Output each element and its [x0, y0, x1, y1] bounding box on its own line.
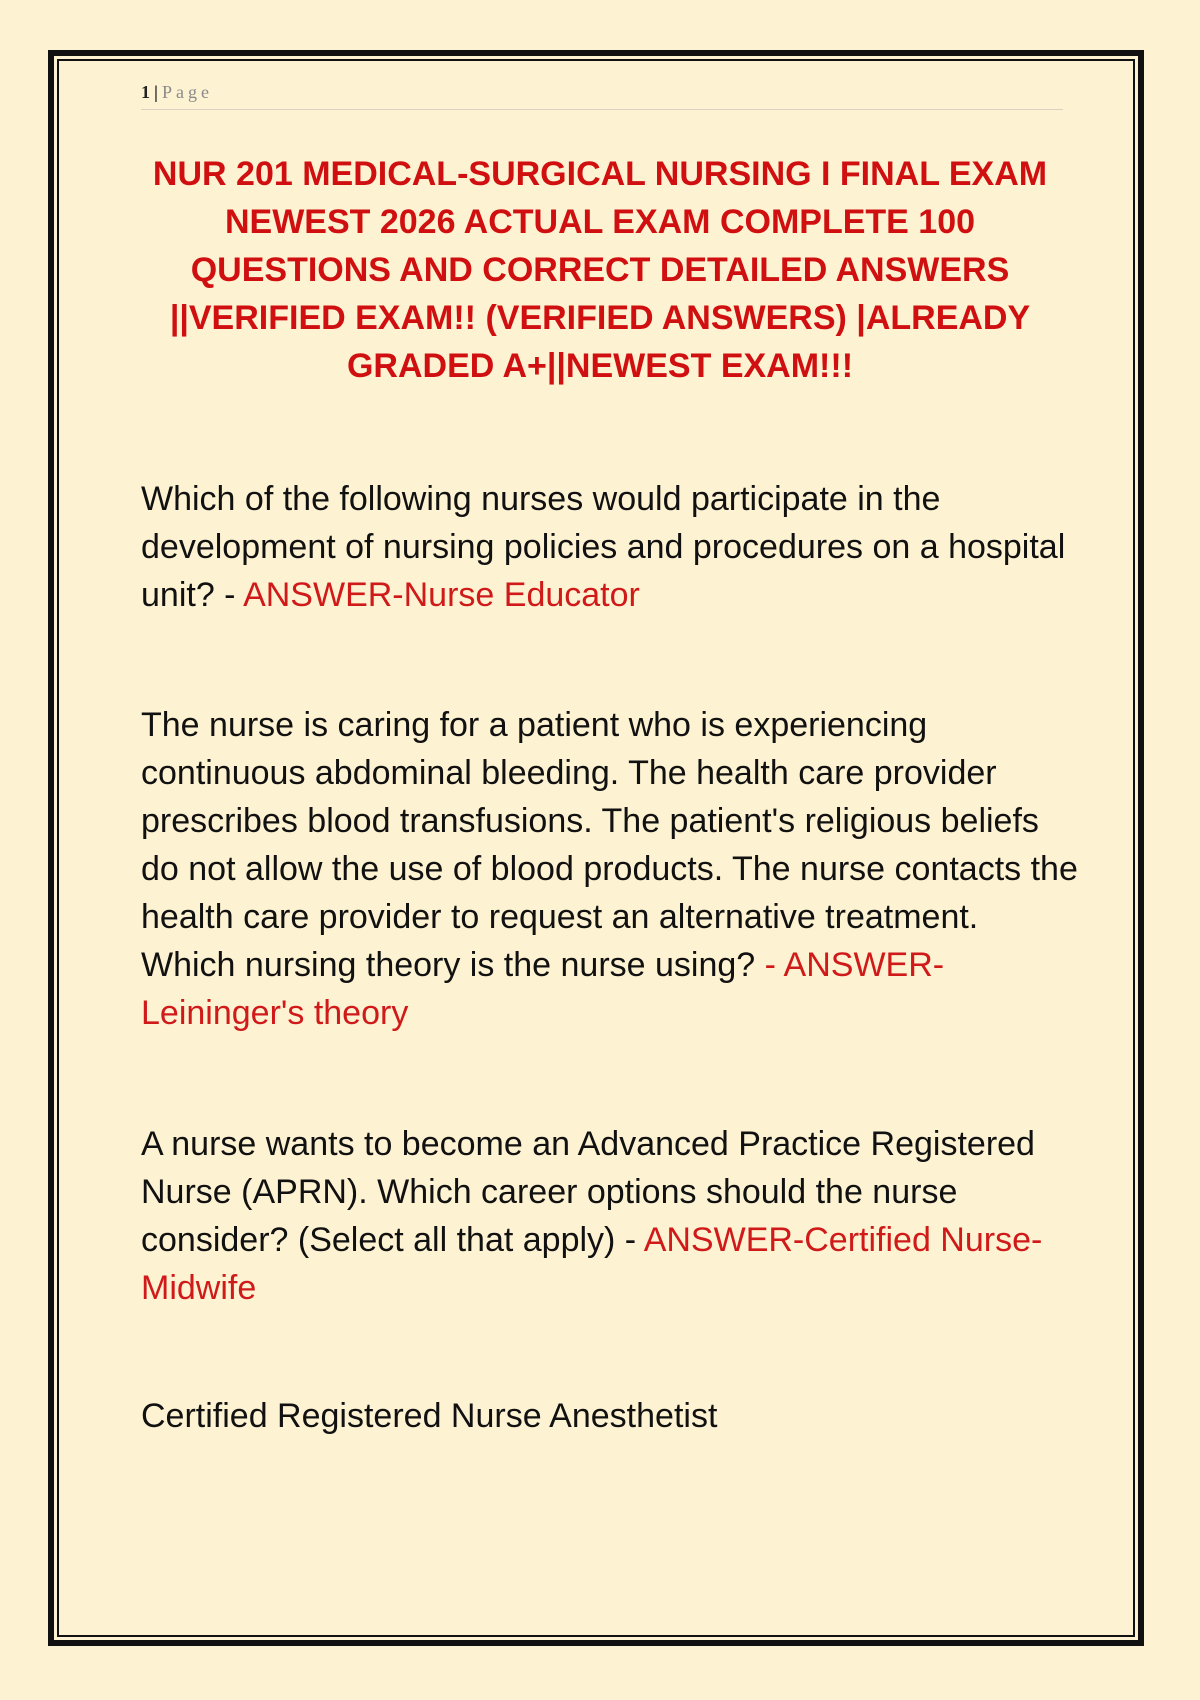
question-text: Which of the following nurses would participate in the development of nursing policies and procedures on a hospital unit? - [141, 480, 1066, 614]
answer-text: ANSWER-Nurse Educator [243, 576, 640, 614]
question-text: A nurse wants to become an Advanced Practice Registered Nurse (APRN). Which career options should the nurse consider? (Select all that apply) - [141, 1125, 1035, 1259]
answer-text: ANSWER-Certified Nurse-Midwife [141, 1221, 1043, 1307]
question-block [141, 701, 1081, 1037]
question-block [141, 1120, 1081, 1312]
answer-text: - ANSWER-Leininger's theory [141, 946, 945, 1032]
question-text: The nurse is caring for a patient who is experiencing continuous abdominal bleeding. The health care provider prescribes blood transfusions. The patient's religious beliefs do not allow the use of blood products. The nurse contacts the health care provider to request an alternative treatment. Which nursing theory is the nurse using? [141, 706, 1078, 984]
page-label: Page [161, 82, 213, 102]
answer-continuation: Certified Registered Nurse Anesthetist [141, 1397, 718, 1435]
page-separator: | [154, 82, 158, 102]
question-block [141, 475, 1081, 619]
page-number: 1 [141, 82, 150, 102]
document-title: NUR 201 MEDICAL-SURGICAL NURSING I FINAL EXAM NEWEST 2026 ACTUAL EXAM COMPLETE 100 QUESTIONS AND CORRECT DETAILED ANSWERS ||VERIFIED EXAM!! (VERIFIED ANSWERS) |ALREADY GRADED A+||NEWEST EXAM!!! [152, 155, 1048, 385]
page-header [141, 82, 1063, 110]
